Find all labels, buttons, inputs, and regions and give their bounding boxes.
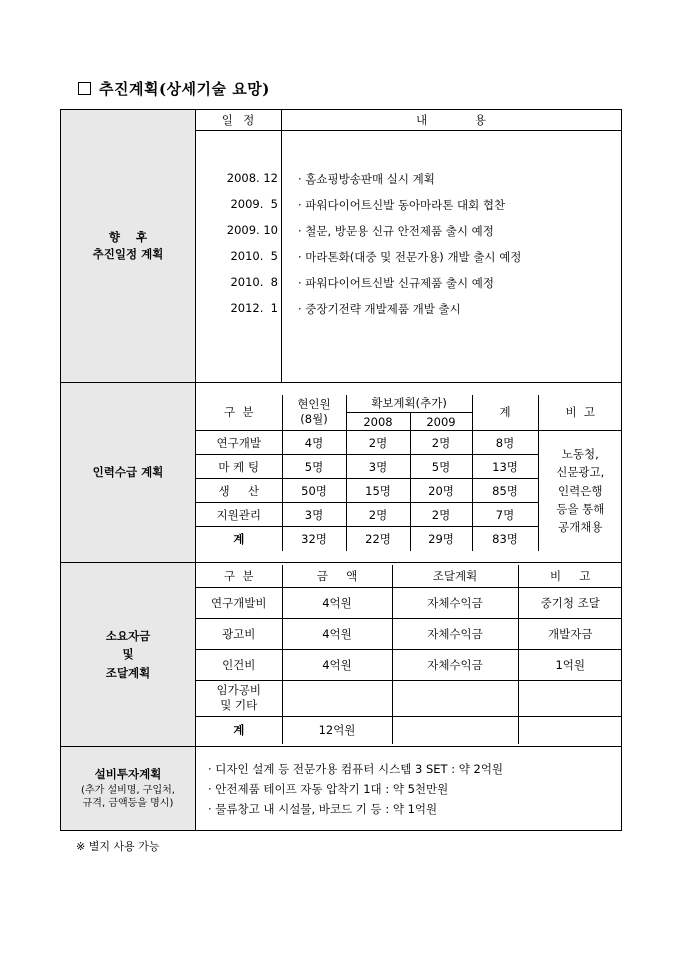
schedule-item-row <box>282 171 621 191</box>
manpower-sum-current: 32명 <box>282 527 346 551</box>
funding-misc-remark <box>518 680 622 716</box>
table-row <box>196 680 622 716</box>
funding-misc-line1: 임가공비 <box>216 683 261 698</box>
funding-remark: 중기청 조달 <box>518 587 622 618</box>
funding-sum-remark <box>518 716 622 744</box>
manpower-remark-line: 신문광고, <box>556 465 605 480</box>
schedule-date: 2009. 5 <box>230 197 278 211</box>
schedule-item: · 파워다이어트신발 신규제품 출시 예정 <box>298 276 495 290</box>
equipment-content <box>196 747 622 831</box>
manpower-category: 지원관리 <box>196 503 282 527</box>
funding-label-line3: 조달계획 <box>105 665 151 680</box>
schedule-date-row <box>196 223 281 243</box>
table-row <box>196 587 622 618</box>
manpower-2009: 20명 <box>410 479 472 503</box>
schedule-date-row <box>196 197 281 217</box>
section-heading <box>78 78 270 99</box>
manpower-col-current-line1: 현인원 <box>297 396 331 411</box>
manpower-current: 4명 <box>282 431 346 455</box>
funding-label-line1: 소요자금 <box>105 628 151 643</box>
schedule-item-row <box>282 223 621 243</box>
schedule-date: 2012. 1 <box>230 301 278 315</box>
manpower-table <box>196 395 622 551</box>
manpower-sum-category: 계 <box>196 527 282 551</box>
manpower-col-2009: 2009 <box>410 413 472 431</box>
manpower-sum-2009: 29명 <box>410 527 472 551</box>
schedule-item: · 중장기전략 개발제품 개발 출시 <box>298 302 461 316</box>
schedule-date: 2010. 5 <box>230 249 278 263</box>
manpower-col-remark: 비 고 <box>538 395 622 431</box>
manpower-remark-line: 노동청, <box>561 446 599 461</box>
manpower-2008: 2명 <box>346 503 410 527</box>
funding-amount: 4억원 <box>282 587 392 618</box>
manpower-total: 7명 <box>472 503 538 527</box>
manpower-total: 85명 <box>472 479 538 503</box>
equipment-label-title: 설비투자계획 <box>94 767 162 782</box>
schedule-items-cell <box>282 131 622 383</box>
footnote: ※ 별지 사용 가능 <box>76 840 160 853</box>
funding-col-amount: 금 액 <box>282 565 392 587</box>
manpower-category: 연구개발 <box>196 431 282 455</box>
schedule-item: · 파워다이어트신발 동아마라톤 대회 협찬 <box>298 198 506 212</box>
table-row <box>196 649 622 680</box>
schedule-date: 2009. 10 <box>226 223 278 237</box>
funding-sum-plan <box>392 716 518 744</box>
funding-amount: 4억원 <box>282 618 392 649</box>
funding-category: 연구개발비 <box>196 587 282 618</box>
funding-col-category: 구 분 <box>196 565 282 587</box>
manpower-col-current-line2: (8월) <box>300 412 328 427</box>
schedule-item: · 홈쇼핑방송판매 실시 계획 <box>298 172 435 186</box>
manpower-col-total: 계 <box>472 395 538 431</box>
schedule-item-row <box>282 249 621 269</box>
funding-plan: 자체수익금 <box>392 618 518 649</box>
manpower-col-plan: 확보계획(추가) <box>346 395 472 413</box>
checkbox-square-icon <box>78 82 91 95</box>
manpower-total: 13명 <box>472 455 538 479</box>
funding-amount: 4억원 <box>282 649 392 680</box>
funding-label-line2: 및 <box>122 647 134 662</box>
equipment-label-sub1: (추가 설비명, 구입처, <box>81 784 175 796</box>
schedule-item-row <box>282 197 621 217</box>
funding-misc-line2: 및 기타 <box>220 698 258 712</box>
schedule-item: · 마라톤화(대중 및 전문가용) 개발 출시 예정 <box>298 250 522 264</box>
funding-label <box>61 563 196 747</box>
funding-category: 광고비 <box>196 618 282 649</box>
equipment-label-sub2: 규격, 금액등을 명시) <box>82 798 174 810</box>
schedule-item-row <box>282 275 621 295</box>
funding-plan: 자체수익금 <box>392 587 518 618</box>
funding-sum-category: 계 <box>196 716 282 744</box>
manpower-label: 인력수급 계획 <box>61 383 196 563</box>
funding-remark: 개발자금 <box>518 618 622 649</box>
funding-remark: 1억원 <box>518 649 622 680</box>
manpower-current: 3명 <box>282 503 346 527</box>
equipment-line: · 디자인 설계 등 전문가용 컴퓨터 시스템 3 SET : 약 2억원 <box>208 761 504 776</box>
manpower-col-category: 구 분 <box>196 395 282 431</box>
table-row <box>196 618 622 649</box>
funding-misc-amount <box>282 680 392 716</box>
equipment-label <box>61 747 196 831</box>
manpower-sum-2008: 22명 <box>346 527 410 551</box>
schedule-label-line1: 향 후 <box>108 229 148 244</box>
funding-col-remark: 비 고 <box>518 565 622 587</box>
manpower-col-current <box>282 395 346 431</box>
manpower-sum-total: 83명 <box>472 527 538 551</box>
manpower-2008: 2명 <box>346 431 410 455</box>
table-row-total <box>196 716 622 744</box>
manpower-2009: 5명 <box>410 455 472 479</box>
funding-sum-amount: 12억원 <box>282 716 392 744</box>
manpower-category: 생 산 <box>196 479 282 503</box>
funding-table <box>196 565 622 744</box>
equipment-line: · 물류창고 내 시설물, 바코드 기 등 : 약 1억원 <box>208 801 438 816</box>
manpower-remark <box>538 431 622 551</box>
manpower-remark-line: 공개채용 <box>558 520 603 535</box>
manpower-2008: 3명 <box>346 455 410 479</box>
schedule-label-line2: 추진일정 계획 <box>92 247 164 261</box>
schedule-date: 2008. 12 <box>226 171 278 185</box>
manpower-remark-line: 등을 통해 <box>556 501 605 516</box>
schedule-col-content: 내 용 <box>282 110 622 131</box>
section-heading-text: 추진계획(상세기술 요망) <box>99 80 270 98</box>
table-row <box>196 431 622 455</box>
schedule-item: · 철문, 방문용 신규 안전제품 출시 예정 <box>298 224 494 238</box>
manpower-2009: 2명 <box>410 503 472 527</box>
funding-col-plan: 조달계획 <box>392 565 518 587</box>
schedule-date-row <box>196 171 281 191</box>
funding-misc-plan <box>392 680 518 716</box>
manpower-current: 50명 <box>282 479 346 503</box>
manpower-category: 마 케 팅 <box>196 455 282 479</box>
schedule-dates-cell <box>196 131 282 383</box>
manpower-current: 5명 <box>282 455 346 479</box>
schedule-date-row <box>196 301 281 321</box>
funding-category: 인건비 <box>196 649 282 680</box>
equipment-line: · 안전제품 테이프 자동 압착기 1대 : 약 5천만원 <box>208 781 449 796</box>
manpower-2008: 15명 <box>346 479 410 503</box>
schedule-col-date: 일 정 <box>196 110 282 131</box>
funding-misc-category <box>196 680 282 716</box>
manpower-total: 8명 <box>472 431 538 455</box>
manpower-remark-line: 인력은행 <box>558 483 603 498</box>
schedule-date: 2010. 8 <box>230 275 278 289</box>
schedule-item-row <box>282 301 621 321</box>
manpower-2009: 2명 <box>410 431 472 455</box>
schedule-date-row <box>196 275 281 295</box>
manpower-col-2008: 2008 <box>346 413 410 431</box>
schedule-date-row <box>196 249 281 269</box>
plan-table <box>60 109 622 831</box>
schedule-label <box>61 110 196 383</box>
funding-plan: 자체수익금 <box>392 649 518 680</box>
